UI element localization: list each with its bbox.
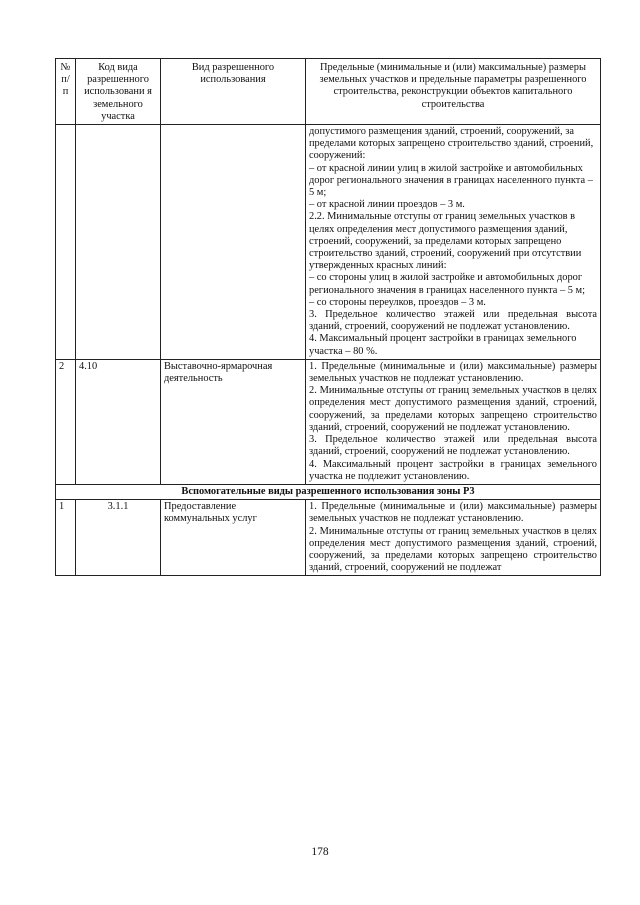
row-limits — [306, 500, 601, 576]
limits-paragraph: 3. Предельное количество этажей или предельная высота зданий, строений, сооружений не подлежат установлению. — [309, 309, 597, 333]
row-number: 1 — [56, 500, 76, 576]
limits-paragraph: 1. Предельные (минимальные и (или) максимальные) размеры земельных участков не подлежат установлению. — [309, 360, 597, 385]
table-row — [56, 359, 601, 484]
limits-paragraph: допустимого размещения зданий, строений, сооружений, за пределами которых запрещено строительство зданий, строений, сооружений: — [309, 126, 594, 162]
table-row — [56, 500, 601, 576]
table-row — [56, 125, 601, 360]
table-body — [56, 125, 601, 576]
row-type: Выставочно-ярмарочная деятельность — [161, 359, 306, 484]
page-number: 178 — [311, 846, 329, 858]
limits-paragraph: 1. Предельные (минимальные и (или) максимальные) размеры земельных участков не подлежат установлению. — [309, 501, 597, 525]
table-header — [56, 59, 601, 125]
row-type — [161, 125, 306, 360]
row-code: 3.1.1 — [76, 500, 161, 576]
row-number: 2 — [56, 359, 76, 484]
limits-paragraph: – от красной линии проездов – 3 м. — [309, 199, 465, 211]
header-row — [56, 59, 601, 125]
header-type: Вид разрешенного использования — [161, 59, 306, 125]
limits-paragraph: 4. Максимальный процент застройки в границах земельного участка – 80 %. — [309, 333, 577, 357]
limits-paragraph: – со стороны улиц в жилой застройке и автомобильных дорог регионального значения в границах населенного пункта – 5 м; — [309, 272, 586, 296]
limits-paragraph: 2. Минимальные отступы от границ земельных участков в целях определения мест допустимого размещения зданий, строений, сооружений, за пределами которых запрещено строительство зданий, строений, сооружений не подлежат — [309, 525, 597, 574]
regulations-table — [55, 58, 601, 576]
header-limits: Предельные (минимальные и (или) максимальные) размеры земельных участков и предельные параметры разрешенного строительства, реконструкции объектов капитального строительства — [306, 59, 601, 125]
limits-paragraph: – со стороны переулков, проездов – 3 м. — [309, 296, 486, 308]
section-title: Вспомогательные виды разрешенного использования зоны Р3 — [56, 484, 601, 499]
limits-paragraph: 2.2. Минимальные отступы от границ земельных участков в целях определения мест допустимого размещения зданий, строений, сооружений, за пределами которых запрещено строительство зданий, строений, сооружений при отсутствии утвержденных красных линий: — [309, 211, 582, 272]
limits-paragraph: 4. Максимальный процент застройки в границах земельного участка не подлежит установлению. — [309, 458, 597, 482]
header-code: Код вида разрешенного использовани я земельного участка — [76, 59, 161, 125]
row-limits — [306, 359, 601, 484]
row-code: 4.10 — [76, 359, 161, 484]
limits-paragraph: 3. Предельное количество этажей или предельная высота зданий, строений, сооружений не подлежат установлению. — [309, 434, 597, 458]
row-number — [56, 125, 76, 360]
limits-paragraph: 2. Минимальные отступы от границ земельных участков в целях определения мест допустимого размещения зданий, строений, сооружений, за пределами которых запрещено строительство зданий, строений, сооружений не подлежат установлению. — [309, 385, 597, 433]
limits-paragraph: – от красной линии улиц в жилой застройке и автомобильных дорог регионального значения в границах населенного пункта – 5 м; — [309, 162, 593, 199]
header-number: № п/п — [56, 59, 76, 125]
row-limits — [306, 125, 601, 360]
row-code — [76, 125, 161, 360]
row-type: Предоставление коммунальных услуг — [161, 500, 306, 576]
section-row — [56, 484, 601, 499]
